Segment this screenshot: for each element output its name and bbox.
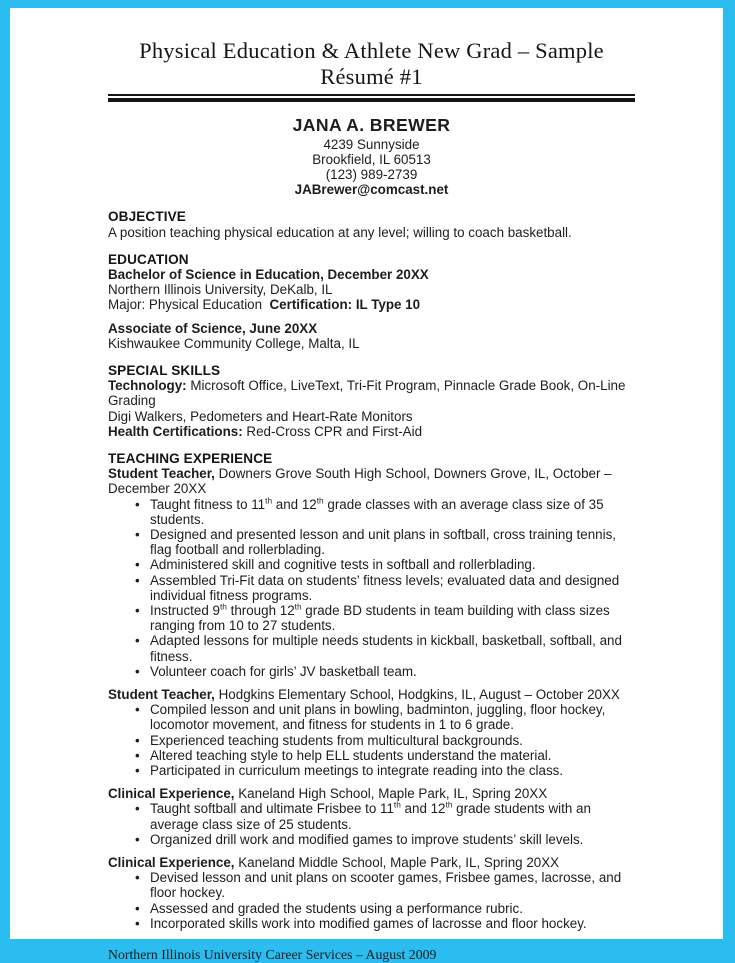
text-run: Bachelor of Science in Education, December 20XX [108,266,429,282]
text-run: Downers Grove South High School, Downers Grove, IL, October – December 20XX [108,466,612,497]
bullet-item [150,603,635,633]
text-run: Taught fitness to 11 [150,496,266,512]
paragraph [108,786,635,801]
text-run: Organized drill work and modified games to improve students’ skill levels. [150,831,584,847]
bullet-item [150,748,635,763]
text-run: Northern Illinois University, DeKalb, IL [108,282,333,298]
spacer [108,679,635,687]
paragraph [108,225,635,240]
superscript: th [393,799,401,810]
bullet-item [150,527,635,557]
text-run: Devised lesson and unit plans on scooter games, Frisbee games, lacrosse, and floor hockey. [150,870,622,901]
superscript: th [316,495,324,506]
text-run: Assembled Tri-Fit data on students’ fitness levels; evaluated data and designed individual fitness programs. [150,572,620,603]
text-run: Adapted lessons for multiple needs students in kickball, basketball, softball, and fitness. [150,633,622,664]
text-run: Major: Physical Education [108,297,270,313]
paragraph [108,321,635,336]
text-run: Kishwaukee Community College, Malta, IL [108,335,360,351]
bullet-item [150,870,635,900]
bullet-item [150,801,635,831]
bullet-item [150,763,635,778]
bullet-list [108,497,635,679]
text-run: Assessed and graded the students using a performance rubric. [150,900,523,916]
paragraph [108,282,635,297]
resume-section [108,451,635,931]
text-run: A position teaching physical education at any level; willing to coach basketball. [108,224,572,240]
address-line-1: 4239 Sunnyside [323,136,420,152]
text-run: Designed and presented lesson and unit plans in softball, cross training tennis, flag football and rollerblading. [150,526,616,558]
text-run: grade students with an average class size of 25 students. [150,801,591,832]
bullet-item [150,633,635,663]
section-heading: EDUCATION [108,251,189,267]
spacer [108,778,635,786]
footer-credit: Northern Illinois University Career Services – August 2009 [108,947,437,963]
superscript: th [219,601,227,612]
text-run: Student Teacher, [108,687,215,702]
resume-section [108,363,635,439]
resume-sections [108,209,635,931]
text-run: Altered teaching style to help ELL students understand the material. [150,747,552,763]
section-heading: TEACHING EXPERIENCE [108,450,273,466]
bullet-list [108,870,635,931]
text-run: Health Certifications: [108,423,247,439]
paragraph [108,424,635,439]
bullet-item [150,733,635,748]
text-run: Incorporated skills work into modified games of lacrosse and floor hockey. [150,915,587,931]
bullet-item [150,664,635,679]
title-rule-thick [108,98,635,102]
superscript: th [294,601,302,612]
bullet-item [150,702,635,732]
banner [108,38,635,102]
text-run: grade BD students in team building with class sizes ranging from 10 to 27 students. [150,602,610,634]
bullet-item [150,497,635,527]
email-address: JABrewer@comcast.net [294,182,449,198]
bullet-item [150,832,635,847]
paragraph [108,687,635,702]
bullet-item [150,557,635,572]
paragraph [108,409,635,424]
paragraph [108,466,635,496]
address-line-2: Brookfield, IL 60513 [312,151,431,167]
paragraph [108,267,635,282]
text-run: through 12 [226,602,295,618]
text-run: Experienced teaching students from multicultural backgrounds. [150,732,523,748]
text-run: Kaneland High School, Maple Park, IL, Spring 20XX [234,786,548,802]
paragraph [108,855,635,870]
text-run: Taught softball and ultimate Frisbee to 11 [150,801,394,817]
phone-number: (123) 989-2739 [325,166,418,182]
superscript: th [445,799,453,810]
text-run: Associate of Science, June 20XX [108,320,318,336]
bullet-item [150,916,635,931]
spacer [108,313,635,321]
text-run: Clinical Experience, [108,786,235,802]
text-run: Instructed 9 [150,602,220,618]
bullet-item [150,901,635,916]
paragraph [108,336,635,351]
text-run: and 12 [272,496,317,512]
title-rule-thin [108,94,635,96]
text-run: Kaneland Middle School, Maple Park, IL, Spring 20XX [234,855,560,871]
text-run: Technology: [108,378,191,394]
superscript: th [265,495,273,506]
text-run: Volunteer coach for girls’ JV basketball team. [150,663,417,679]
resume-section [108,209,635,239]
text-run: Microsoft Office, LiveText, Tri-Fit Program, Pinnacle Grade Book, On-Line Grading [108,378,626,409]
section-heading: OBJECTIVE [108,209,186,225]
paragraph [108,297,635,312]
candidate-name: JANA A. BREWER [292,114,451,135]
text-run: Clinical Experience, [108,855,235,871]
text-run: Administered skill and cognitive tests in softball and rollerblading. [150,557,536,573]
text-run: Certification: IL Type 10 [269,297,421,313]
text-run: grade classes with an average class size of 35 students. [150,496,604,527]
bullet-list [108,801,635,847]
text-run: Student Teacher, [108,466,215,482]
page-title: Physical Education & Athlete New Grad – Sample Résumé #1 [139,38,604,89]
text-run: Hodgkins Elementary School, Hodgkins, IL, August – October 20XX [214,687,620,702]
section-heading: SPECIAL SKILLS [108,362,221,378]
bullet-list [108,702,635,778]
resume-section [108,252,635,351]
text-run: Red-Cross CPR and First-Aid [246,423,423,439]
bullet-item [150,573,635,603]
text-run: and 12 [400,801,446,817]
contact-block [108,115,635,198]
text-run: Compiled lesson and unit plans in bowling, badminton, juggling, floor hockey, locomotor movement, and fitness for students in 1 to 6 grade. [150,702,606,733]
text-run: Participated in curriculum meetings to integrate reading into the class. [150,763,564,779]
text-run: Digi Walkers, Pedometers and Heart-Rate Monitors [108,408,413,424]
spacer [108,847,635,855]
paragraph [108,378,635,408]
resume-document [10,8,723,963]
